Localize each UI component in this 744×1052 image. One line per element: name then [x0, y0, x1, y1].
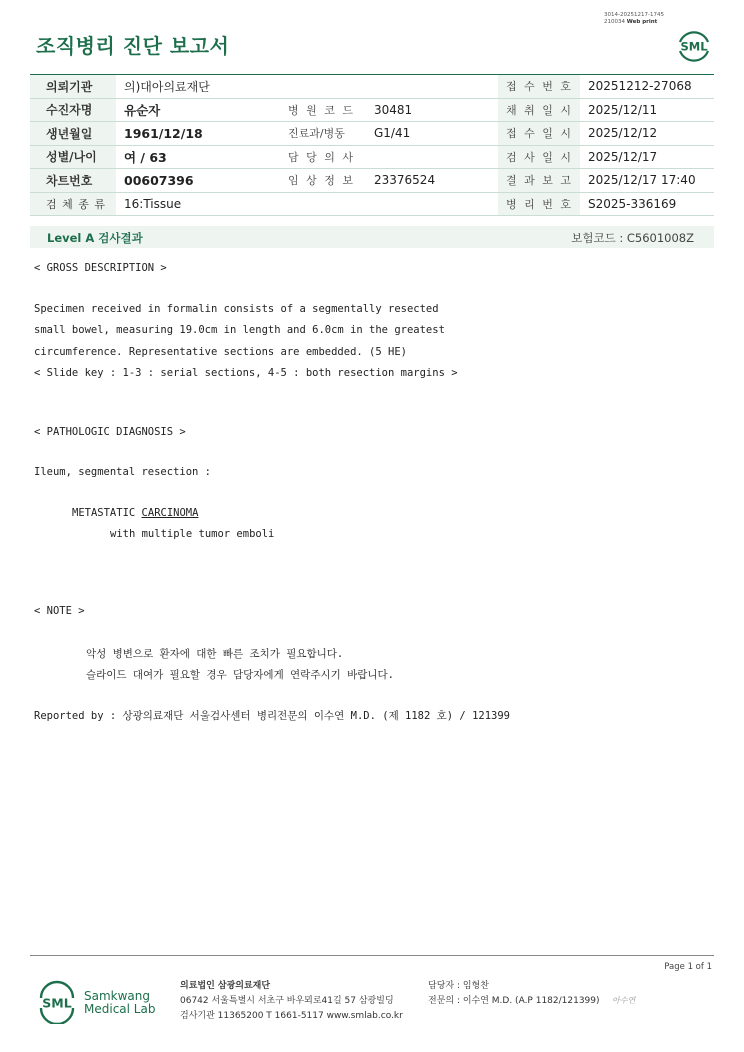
- gross-line: Specimen received in formalin consists of a segmentally resected: [34, 303, 439, 315]
- insurance-code: 보험코드 : C5601008Z: [571, 231, 694, 245]
- value-received-date: 2025/12/12: [580, 122, 714, 146]
- value-patient-name: 유순자: [116, 98, 280, 122]
- label-attending-doctor: 담 당 의 사: [280, 145, 366, 169]
- footer-org-name: 의료법인 삼광의료재단: [180, 981, 271, 991]
- value-collection-date: 2025/12/11: [580, 98, 714, 122]
- value-sex-age: 여 / 63: [116, 145, 280, 169]
- value-chart-no: 00607396: [116, 169, 280, 193]
- label-accession-no: 접 수 번 호: [498, 75, 580, 99]
- print-stamp-label: Web print: [626, 19, 658, 25]
- label-test-date: 검 사 일 시: [498, 145, 580, 169]
- label-birth-date: 생년월일: [30, 122, 116, 146]
- brand-name: [84, 990, 155, 1016]
- footer-specialist: 전문의 : 이수연 M.D. (A.P 1182/121399): [428, 996, 600, 1006]
- note-heading: < NOTE >: [34, 605, 85, 617]
- gross-line: < Slide key : 1-3 : serial sections, 4-5 : both resection margins >: [34, 367, 458, 379]
- diagnosis-site: Ileum, segmental resection :: [34, 466, 212, 478]
- page-title: 조직병리 진단 보고서: [36, 34, 230, 58]
- info-row: [30, 98, 714, 122]
- label-specimen-type: 검 체 종 류: [30, 192, 116, 216]
- diagnosis-main-word: CARCINOMA: [141, 507, 199, 519]
- level-result-bar: [30, 226, 714, 248]
- footer-address: 06742 서울특별시 서초구 바우뫼로41길 57 삼광빌딩: [180, 996, 394, 1006]
- brand-line2: Medical Lab: [84, 1002, 156, 1016]
- value-clinical-info: 23376524: [366, 169, 498, 193]
- pathologic-diagnosis-heading: < PATHOLOGIC DIAGNOSIS >: [34, 426, 186, 438]
- info-row: [30, 122, 714, 146]
- value-department-ward: G1/41: [366, 122, 498, 146]
- diagnosis-main: [72, 507, 198, 519]
- label-received-date: 접 수 일 시: [498, 122, 580, 146]
- info-row: [30, 145, 714, 169]
- note-line: 슬라이드 대여가 필요할 경우 담당자에게 연락주시기 바랍니다.: [86, 669, 394, 681]
- label-requesting-org: 의뢰기관: [30, 75, 116, 99]
- reported-by: Reported by : 상광의료재단 서울검사센터 병리전문의 이수연 M.D. (제 1182 호) / 121399: [34, 710, 511, 722]
- patient-info-table: [30, 74, 714, 216]
- value-test-date: 2025/12/17: [580, 145, 714, 169]
- value-specimen-type: 16:Tissue: [116, 192, 498, 216]
- note-line: 악성 병변으로 환자에 대한 빠른 조치가 필요합니다.: [86, 648, 344, 660]
- value-hospital-code: 30481: [366, 98, 498, 122]
- level-label: Level A 검사결과: [47, 231, 143, 245]
- diagnosis-subline: with multiple tumor emboli: [110, 528, 275, 540]
- footer-responsible: [428, 979, 600, 1009]
- label-hospital-code: 병 원 코 드: [280, 98, 366, 122]
- label-pathology-no: 병 리 번 호: [498, 192, 580, 216]
- sml-logo-icon: [674, 26, 714, 66]
- value-requesting-org: 의)대아의료재단: [116, 75, 498, 99]
- value-result-report: 2025/12/17 17:40: [580, 169, 714, 193]
- sml-logo-text: SML: [680, 39, 708, 54]
- info-row: [30, 169, 714, 193]
- diagnosis-main-prefix: METASTATIC: [72, 507, 142, 519]
- footer-org-info: [180, 979, 403, 1024]
- info-row: [30, 192, 714, 216]
- brand-line1: Samkwang: [84, 989, 150, 1003]
- label-clinical-info: 임 상 정 보: [280, 169, 366, 193]
- print-stamp-code: 210034: [604, 19, 625, 25]
- value-accession-no: 20251212-27068: [580, 75, 714, 99]
- gross-line: circumference. Representative sections are embedded. (5 HE): [34, 346, 407, 358]
- sml-footer-logo-icon: [36, 980, 78, 1024]
- value-pathology-no: S2025-336169: [580, 192, 714, 216]
- label-collection-date: 채 취 일 시: [498, 98, 580, 122]
- page-number: Page 1 of 1: [664, 962, 712, 972]
- signature-image: 아수연: [612, 996, 636, 1005]
- label-patient-name: 수진자명: [30, 98, 116, 122]
- value-attending-doctor: [366, 145, 498, 169]
- label-result-report: 결 과 보 고: [498, 169, 580, 193]
- gross-line: small bowel, measuring 19.0cm in length and 6.0cm in the greatest: [34, 324, 445, 336]
- gross-description-heading: < GROSS DESCRIPTION >: [34, 262, 167, 274]
- sml-footer-logo-text: SML: [42, 995, 72, 1011]
- footer-contact: 검사기관 11365200 T 1661-5117 www.smlab.co.kr: [180, 1011, 403, 1021]
- footer-manager: 담당자 : 임형찬: [428, 981, 489, 991]
- label-department-ward: 진료과/병동: [280, 122, 366, 146]
- value-birth-date: 1961/12/18: [116, 122, 280, 146]
- print-stamp-line2: [604, 19, 664, 26]
- footer-divider: [30, 955, 714, 956]
- info-row: [30, 75, 714, 99]
- label-sex-age: 성별/나이: [30, 145, 116, 169]
- print-stamp: [604, 12, 664, 26]
- print-stamp-line1: 3014-20251217-1745: [604, 12, 664, 18]
- label-chart-no: 차트번호: [30, 169, 116, 193]
